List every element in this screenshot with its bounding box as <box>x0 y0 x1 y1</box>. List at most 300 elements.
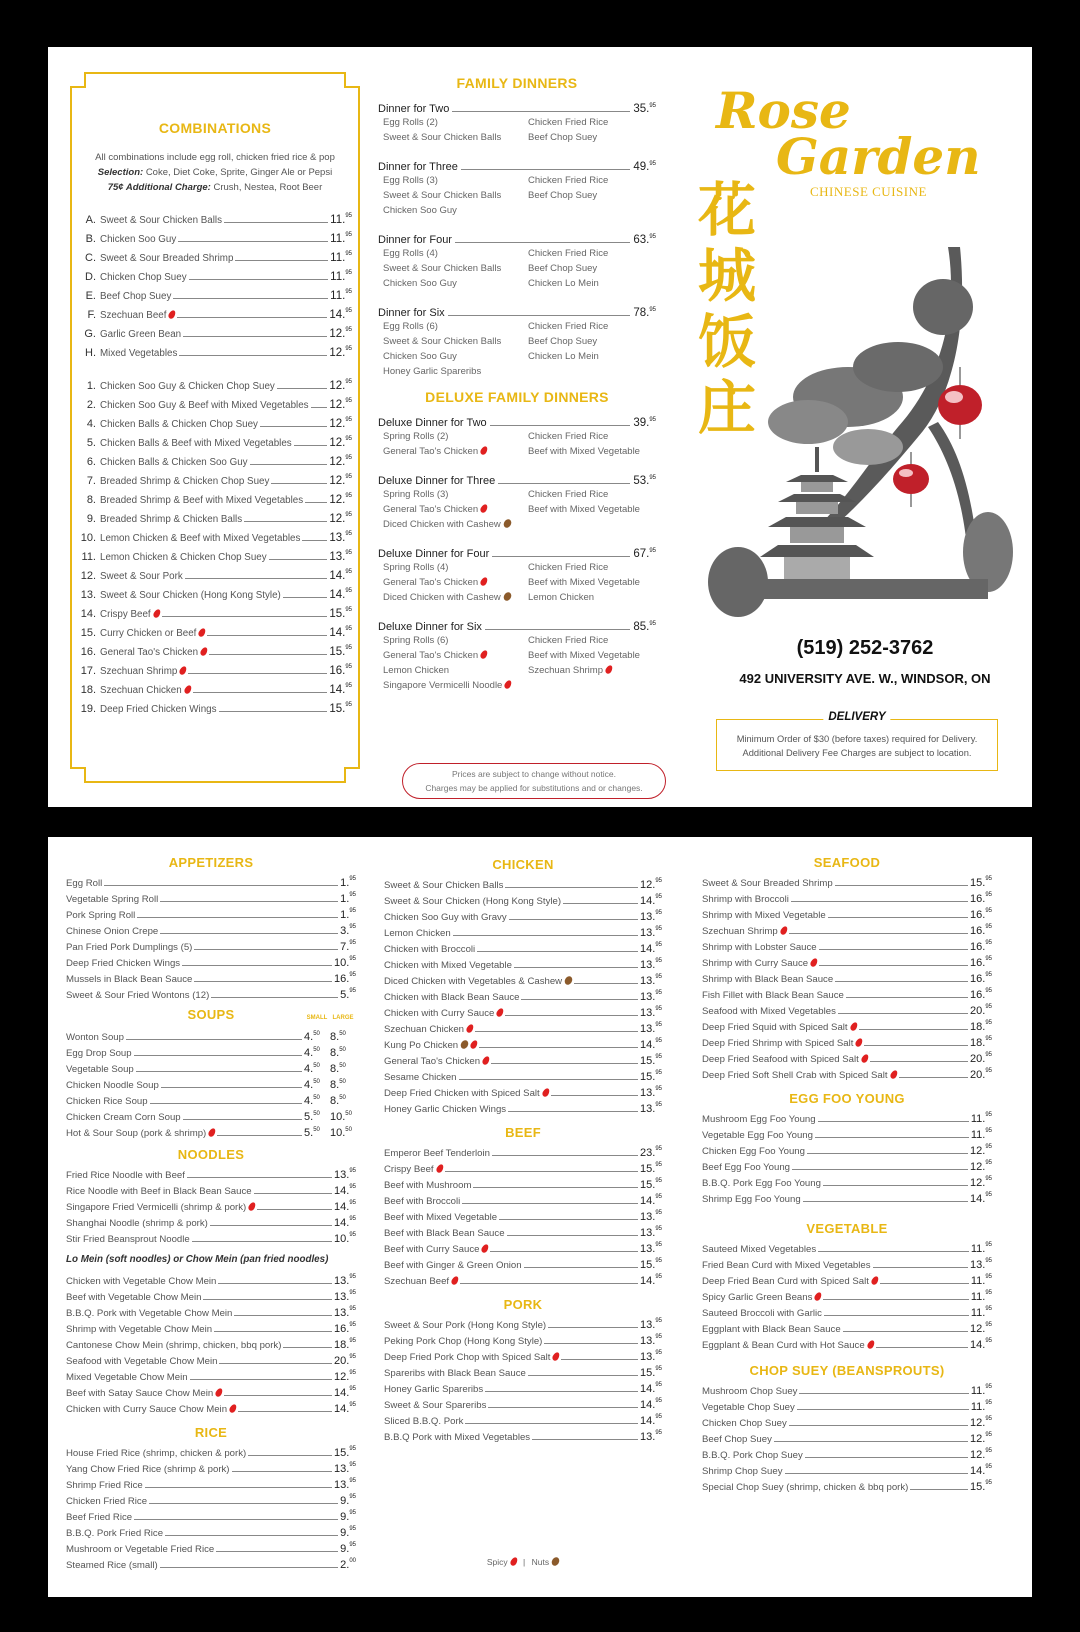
menu-item-price <box>334 1217 356 1229</box>
menu-item-price <box>329 494 352 506</box>
menu-item-row <box>384 1003 662 1019</box>
menu-item-name <box>702 1434 772 1445</box>
menu-item-name <box>384 912 507 923</box>
combo-key: 14. <box>80 608 96 620</box>
menu-item-price <box>970 1161 992 1173</box>
phone-number[interactable]: (519) 252-3762 <box>796 637 934 659</box>
menu-item-price <box>970 1259 992 1271</box>
price-cents: 95 <box>655 878 662 884</box>
price-cents: 95 <box>985 1052 992 1058</box>
dinner-block <box>378 99 656 145</box>
family-dinner-list <box>378 99 656 379</box>
menu-item-row <box>66 1335 356 1351</box>
leader-dots <box>179 355 327 356</box>
menu-item-price <box>329 532 352 544</box>
leader-dots <box>462 1203 638 1204</box>
menu-item-name <box>66 910 135 921</box>
price-dollars: 8. <box>330 1063 340 1075</box>
leader-dots <box>485 1391 638 1392</box>
chili-icon <box>199 646 209 657</box>
menu-item-price <box>970 925 992 937</box>
menu-item-row <box>702 1335 992 1351</box>
menu-item-name <box>100 647 207 658</box>
price-cents: 00 <box>349 1558 356 1564</box>
price-dollars: 15. <box>329 646 346 658</box>
leader-dots <box>505 1015 638 1016</box>
soup-large-price <box>330 1095 356 1107</box>
menu-item-label: General Tao's Chicken <box>100 647 199 658</box>
combo-key: 15. <box>80 627 96 639</box>
menu-item-label: Deep Fried Squid with Spiced Salt <box>702 1022 848 1033</box>
price-cents: 95 <box>985 1160 992 1166</box>
price-dollars: 10. <box>330 1111 346 1123</box>
leader-dots <box>818 1121 969 1122</box>
menu-item-price <box>640 1007 662 1019</box>
price-cents: 95 <box>345 588 352 594</box>
dinner-item <box>528 663 656 678</box>
chili-icon <box>503 679 513 690</box>
leader-dots <box>126 1039 302 1040</box>
menu-item-price <box>329 437 352 449</box>
price-dollars: 11. <box>970 1307 986 1319</box>
leader-dots <box>189 279 329 280</box>
menu-item-price <box>640 1367 662 1379</box>
dinner-item <box>383 575 528 590</box>
leader-dots <box>789 933 968 934</box>
chili-icon <box>168 309 178 320</box>
menu-item-label: Beef with Satay Sauce Chow Mein <box>66 1388 214 1399</box>
menu-item-row <box>66 985 356 1001</box>
menu-item-price <box>970 1053 992 1065</box>
menu-item-label: Honey Garlic Chicken Wings <box>384 1104 507 1115</box>
menu-item-price <box>329 703 352 715</box>
menu-item-name <box>702 1402 795 1413</box>
combo-row <box>78 525 352 544</box>
leader-dots <box>214 1331 332 1332</box>
deluxe-dinners-title: DELUXE FAMILY DINNERS <box>425 389 609 405</box>
chili-icon <box>207 1127 217 1138</box>
menu-item-label: Singapore Fried Vermicelli (shrimp & pork) <box>66 1202 247 1213</box>
price-dollars: 15. <box>334 1447 350 1459</box>
leader-dots <box>561 1359 638 1360</box>
dinner-item <box>383 678 528 693</box>
menu-item-name <box>66 1324 212 1335</box>
menu-item-label: Mussels in Black Bean Sauce <box>66 974 193 985</box>
combo-key: 10. <box>80 532 96 544</box>
soup-large-price <box>330 1031 356 1043</box>
leader-dots <box>563 903 638 904</box>
price-dollars: 13. <box>970 1259 986 1271</box>
menu-item-price <box>640 1179 662 1191</box>
nut-icon <box>550 1556 561 1567</box>
price-cents: 95 <box>345 232 352 238</box>
dinner-item-label: Sweet & Sour Chicken Balls <box>383 263 502 274</box>
price-cents: 95 <box>985 1176 992 1182</box>
menu-item-label: Kung Po Chicken <box>384 1040 459 1051</box>
menu-item-row <box>66 1399 356 1415</box>
price-cents: 95 <box>655 910 662 916</box>
combo-key: F. <box>87 309 96 321</box>
leader-dots <box>134 1055 302 1056</box>
price-dollars: 13. <box>640 991 656 1003</box>
menu-item-price <box>640 1087 662 1099</box>
price-cents: 95 <box>655 926 662 932</box>
price-cents: 95 <box>345 455 352 461</box>
leader-dots <box>294 445 328 446</box>
menu-item-price <box>970 1145 992 1157</box>
leader-dots <box>160 933 338 934</box>
price-dollars: 63. <box>633 234 650 246</box>
menu-item-name <box>702 910 826 921</box>
price-cents: 95 <box>349 1386 356 1392</box>
menu-item-label: Chicken with Curry Sauce Chow Mein <box>66 1404 228 1415</box>
leader-dots <box>465 1423 638 1424</box>
dinner-item-label: Chicken Soo Guy <box>383 278 457 289</box>
menu-item-label: Yang Chow Fried Rice (shrimp & pork) <box>66 1464 230 1475</box>
menu-item-name <box>100 495 303 506</box>
menu-item-label: Lemon Chicken & Beef with Mixed Vegetables <box>100 533 301 544</box>
dinner-item <box>383 502 528 517</box>
menu-item-label: Beef with Mixed Vegetable <box>384 1212 498 1223</box>
dinner-item <box>528 487 656 502</box>
menu-item-price <box>334 1275 356 1287</box>
menu-item-row <box>66 1555 356 1571</box>
menu-item-price <box>330 214 352 226</box>
price-dollars: 14. <box>334 1403 350 1415</box>
menu-item-label: Wonton Soup <box>66 1032 124 1043</box>
menu-item-row <box>702 1049 992 1065</box>
menu-item-name <box>100 533 300 544</box>
menu-item-row <box>702 1271 992 1287</box>
menu-item-name <box>702 1038 862 1049</box>
dinner-name: Deluxe Dinner for Four <box>378 548 490 560</box>
menu-item-label: Chicken Cream Corn Soup <box>66 1112 181 1123</box>
price-cents: 95 <box>345 664 352 670</box>
menu-item-name <box>384 1400 486 1411</box>
dinner-item <box>528 130 656 145</box>
menu-item-label: Chicken Soo Guy <box>100 234 177 245</box>
menu-item-row <box>702 1255 992 1271</box>
menu-item-label: Breaded Shrimp & Chicken Chop Suey <box>100 476 270 487</box>
leader-dots <box>216 1551 338 1552</box>
price-cents: 95 <box>349 1290 356 1296</box>
menu-item-name <box>66 1218 208 1229</box>
leader-dots <box>846 997 968 998</box>
menu-item-label: Vegetable Egg Foo Young <box>702 1130 813 1141</box>
soup-small-price <box>304 1095 330 1107</box>
menu-item-row <box>702 1381 992 1397</box>
price-dollars: 1. <box>340 893 350 905</box>
price-dollars: 15. <box>329 703 346 715</box>
menu-item-row <box>702 1125 992 1141</box>
menu-item-name <box>384 1416 463 1427</box>
dinner-price <box>633 103 656 115</box>
menu-item-name <box>100 571 183 582</box>
leader-dots <box>792 1169 968 1170</box>
menu-item-label: Sesame Chicken <box>384 1072 457 1083</box>
soup-small-price <box>304 1079 330 1091</box>
menu-item-price <box>971 1307 992 1319</box>
price-dollars: 13. <box>329 532 346 544</box>
price-dollars: 18. <box>334 1339 350 1351</box>
menu-item-label: Beef with Ginger & Green Onion <box>384 1260 522 1271</box>
menu-item-row <box>66 969 356 985</box>
menu-item-name <box>66 1202 255 1213</box>
price-cents: 95 <box>649 307 656 313</box>
leader-dots <box>488 1407 638 1408</box>
chili-icon <box>247 1201 257 1212</box>
dinner-item-label: Chicken Fried Rice <box>528 635 609 646</box>
price-dollars: 11. <box>970 1275 986 1287</box>
price-dollars: 13. <box>640 1335 656 1347</box>
deluxe-dinner-list <box>378 413 656 693</box>
price-cents: 95 <box>985 1432 992 1438</box>
price-cents: 95 <box>349 1200 356 1206</box>
menu-item-label: Chinese Onion Crepe <box>66 926 159 937</box>
chili-icon <box>855 1037 865 1048</box>
price-cents: 95 <box>985 1290 992 1296</box>
combo-key: 2. <box>86 399 96 411</box>
menu-item-label: Sweet & Sour Chicken (Hong Kong Style) <box>100 590 281 601</box>
eggfoo-title: EGG FOO YOUNG <box>789 1091 905 1106</box>
price-dollars: 5. <box>304 1127 314 1139</box>
price-cents: 95 <box>985 972 992 978</box>
price-dollars: 16. <box>970 893 986 905</box>
menu-item-name <box>702 990 844 1001</box>
price-cents: 95 <box>655 1366 662 1372</box>
price-dollars: 12. <box>329 418 346 430</box>
dinner-item-label: Spring Rolls (3) <box>383 489 449 500</box>
menu-item-price <box>971 1385 992 1397</box>
leader-dots <box>859 1029 968 1030</box>
menu-item-label: Deep Fried Shrimp with Spiced Salt <box>702 1038 854 1049</box>
leader-dots <box>548 1327 638 1328</box>
menu-item-name <box>66 1308 232 1319</box>
price-cents: 95 <box>345 645 352 651</box>
chili-icon <box>228 1403 238 1414</box>
menu-item-price <box>970 941 992 953</box>
menu-item-label: Steamed Rice (small) <box>66 1560 158 1571</box>
menu-item-name <box>100 234 176 245</box>
price-dollars: 13. <box>334 1169 350 1181</box>
price-dollars: 8. <box>330 1095 340 1107</box>
price-dollars: 13. <box>640 1227 656 1239</box>
leader-dots <box>461 169 630 170</box>
menu-item-row <box>384 1271 662 1287</box>
combo-row <box>78 544 352 563</box>
menu-item-price <box>330 233 352 245</box>
menu-item-name <box>100 609 160 620</box>
price-cents: 95 <box>349 1168 356 1174</box>
soups-title: SOUPS <box>187 1007 235 1022</box>
leader-dots <box>505 887 638 888</box>
legend-nuts-label: Nuts <box>531 1557 550 1567</box>
leader-dots <box>185 578 328 579</box>
leader-dots <box>791 901 968 902</box>
dinner-item-label: Sweet & Sour Chicken Balls <box>383 336 502 347</box>
dinner-item <box>528 429 656 444</box>
price-dollars: 16. <box>334 1323 350 1335</box>
price-cents: 95 <box>649 475 656 481</box>
price-cents: 95 <box>349 908 356 914</box>
menu-item-label: Szechuan Chicken <box>100 685 182 696</box>
dinner-price <box>633 548 656 560</box>
dinner-item-label: Sweet & Sour Chicken Balls <box>383 190 502 201</box>
leader-dots <box>311 407 328 408</box>
leader-dots <box>145 1487 332 1488</box>
price-cents: 95 <box>655 1398 662 1404</box>
price-dollars: 14. <box>640 1039 656 1051</box>
price-cents: 95 <box>349 1370 356 1376</box>
menu-item-price <box>970 1433 992 1445</box>
dinner-header <box>378 471 656 487</box>
price-dollars: 11. <box>330 271 346 283</box>
price-cents: 95 <box>349 1478 356 1484</box>
price-cents: 95 <box>349 1322 356 1328</box>
menu-item-row <box>66 1491 356 1507</box>
price-cents: 95 <box>349 1402 356 1408</box>
leader-dots <box>499 1219 638 1220</box>
menu-item-row <box>384 955 662 971</box>
menu-item-price <box>640 1023 662 1035</box>
chili-icon <box>465 1023 475 1034</box>
price-dollars: 14. <box>970 1193 986 1205</box>
leader-dots <box>219 711 328 712</box>
leader-dots <box>490 1251 638 1252</box>
price-cents: 95 <box>349 1232 356 1238</box>
price-dollars: 14. <box>640 895 656 907</box>
menu-item-name <box>702 1114 816 1125</box>
price-dollars: 14. <box>640 1399 656 1411</box>
menu-item-price <box>640 1211 662 1223</box>
dinner-price <box>633 475 656 487</box>
menu-item-label: Honey Garlic Spareribs <box>384 1384 484 1395</box>
price-cents: 95 <box>655 1430 662 1436</box>
menu-item-row <box>384 1315 662 1331</box>
chinese-name <box>698 177 768 441</box>
combo-row <box>78 302 352 321</box>
dinner-item <box>383 349 528 364</box>
menu-item-name <box>702 1292 821 1303</box>
menu-item-label: Hot & Sour Soup (pork & shrimp) <box>66 1128 207 1139</box>
combo-row <box>78 677 352 696</box>
combo-note-2-label: Selection: <box>97 167 144 178</box>
menu-item-price <box>340 909 356 921</box>
price-dollars: 7. <box>340 941 350 953</box>
menu-item-row <box>384 971 662 987</box>
menu-item-price <box>640 1071 662 1083</box>
leader-dots <box>492 556 630 557</box>
price-dollars: 78. <box>633 307 650 319</box>
price-dollars: 14. <box>334 1201 350 1213</box>
menu-item-label: Crispy Beef <box>100 609 151 620</box>
price-cents: 95 <box>345 683 352 689</box>
menu-item-label: Chicken Soo Guy & Beef with Mixed Vegetables <box>100 400 309 411</box>
price-note-line-2: Charges may be applied for substitutions and or changes. <box>425 783 643 793</box>
chinese-char-2: 城 <box>698 242 757 310</box>
leader-dots <box>551 1095 638 1096</box>
leader-dots <box>498 483 630 484</box>
dinner-item <box>383 246 528 261</box>
price-dollars: 16. <box>970 957 986 969</box>
menu-item-row <box>384 1207 662 1223</box>
combo-key: 9. <box>86 513 96 525</box>
menu-item-name <box>702 942 817 953</box>
menu-item-name <box>66 1388 222 1399</box>
chili-icon <box>152 608 162 619</box>
dinner-item-label: Chicken Fried Rice <box>528 175 609 186</box>
menu-item-label: Beef with Vegetable Chow Mein <box>66 1292 202 1303</box>
price-dollars: 11. <box>330 290 346 302</box>
menu-item-price <box>970 1005 992 1017</box>
menu-item-name <box>702 1130 813 1141</box>
leader-dots <box>160 1567 338 1568</box>
dinner-item-label: Chicken Fried Rice <box>528 562 609 573</box>
leader-dots <box>134 1519 338 1520</box>
menu-item-row <box>384 891 662 907</box>
price-cents: 95 <box>985 1128 992 1134</box>
price-dollars: 13. <box>640 1431 656 1443</box>
dinner-item <box>383 663 528 678</box>
pork-title: PORK <box>503 1297 543 1312</box>
soup-large-price <box>330 1063 356 1075</box>
dinner-name: Deluxe Dinner for Two <box>378 417 487 429</box>
leader-dots <box>192 1241 332 1242</box>
menu-item-name <box>384 1056 489 1067</box>
combo-key: 8. <box>86 494 96 506</box>
menu-item-label: Deep Fried Bean Curd with Spiced Salt <box>702 1276 869 1287</box>
leader-dots <box>785 1473 968 1474</box>
menu-item-label: Egg Drop Soup <box>66 1048 132 1059</box>
price-dollars: 11. <box>970 1385 986 1397</box>
leader-dots <box>194 949 338 950</box>
eggfoo-list <box>702 1109 992 1205</box>
leader-dots <box>818 1251 969 1252</box>
price-cents: 95 <box>985 956 992 962</box>
price-dollars: 14. <box>329 309 346 321</box>
menu-item-name <box>384 1276 458 1287</box>
menu-item-row <box>702 1477 992 1493</box>
menu-item-name <box>384 1368 526 1379</box>
lomein-list <box>66 1271 356 1415</box>
dinner-item-label: Chicken Fried Rice <box>528 117 609 128</box>
menu-item-name <box>384 960 512 971</box>
nut-icon <box>459 1039 470 1050</box>
chili-icon <box>509 1556 519 1567</box>
menu-item-name <box>100 476 269 487</box>
price-cents: 95 <box>345 436 352 442</box>
combinations-note <box>78 150 352 195</box>
menu-item-row <box>702 905 992 921</box>
menu-item-price <box>329 665 352 677</box>
price-cents: 95 <box>985 1322 992 1328</box>
price-dollars: 13. <box>640 1319 656 1331</box>
menu-item-name <box>100 552 267 563</box>
menu-item-name <box>702 1466 783 1477</box>
leader-dots <box>797 1409 969 1410</box>
menu-item-row <box>384 1159 662 1175</box>
menu-item-row <box>702 1157 992 1173</box>
menu-item-label: Vegetable Chop Suey <box>702 1402 795 1413</box>
menu-item-name <box>702 878 833 889</box>
menu-item-price <box>334 1403 356 1415</box>
price-dollars: 1. <box>340 909 350 921</box>
dinner-item <box>383 633 528 648</box>
price-dollars: 15. <box>640 1367 656 1379</box>
menu-item-name <box>702 894 789 905</box>
menu-item-row <box>384 1143 662 1159</box>
menu-item-price <box>640 1055 662 1067</box>
